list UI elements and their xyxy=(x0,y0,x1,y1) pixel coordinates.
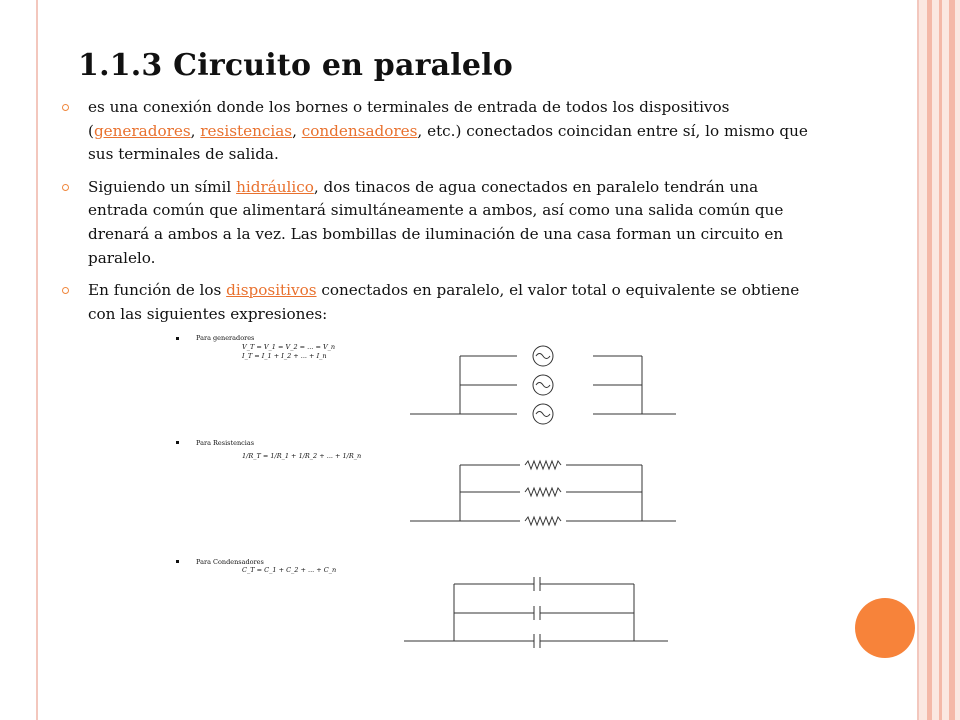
slide-frame-left xyxy=(36,0,38,720)
bullet-text: , xyxy=(190,121,201,140)
figure-bullet xyxy=(176,560,179,563)
generators-formula-current: I_T = I_1 + I_2 + ... + I_n xyxy=(242,352,327,360)
bullet-text: Siguiendo un símil xyxy=(88,177,237,196)
capacitors-parallel-circuit xyxy=(404,572,674,652)
resistors-label: Para Resistencias xyxy=(196,439,255,447)
bullet-list xyxy=(60,96,820,335)
link-condensadores[interactable]: condensadores xyxy=(301,121,418,140)
link-generadores[interactable]: generadores xyxy=(93,121,191,140)
bullet-item xyxy=(60,279,820,326)
bullet-item xyxy=(60,96,820,167)
generators-label: Para generadores xyxy=(196,334,255,342)
bullet-text: es una conexión donde los bornes o terminales de entrada de todos los dispositivos ( xyxy=(88,98,730,140)
link-dispositivos[interactable]: dispositivos xyxy=(226,281,317,300)
bullet-text: , dos tinacos de agua conectados en paralelo tendrán una entrada común que alimentará simultáneamente a ambos, así como una salida común que drenará a ambos a la vez. Las bombillas de iluminación de una casa forman un circuito en paralelo. xyxy=(88,177,784,267)
capacitors-label: Para Condensadores xyxy=(196,558,264,566)
page-title: 1.1.3 Circuito en paralelo xyxy=(78,48,513,83)
capacitors-formula: C_T = C_1 + C_2 + ... + C_n xyxy=(242,566,337,574)
figure-bullet xyxy=(176,337,179,340)
bullet-text: , etc.) conectados coincidan entre sí, lo mismo que sus terminales de salida. xyxy=(88,121,808,164)
bullet-text: En función de los xyxy=(88,281,227,300)
generators-formula-voltage: V_T = V_1 = V_2 = ... = V_n xyxy=(242,343,336,351)
figure-bullet xyxy=(176,441,179,444)
link-hidraulico[interactable]: hidráulico xyxy=(236,177,314,196)
bullet-item xyxy=(60,176,820,270)
generators-parallel-circuit xyxy=(410,340,680,420)
bullet-text: , xyxy=(292,121,302,140)
resistors-formula: 1/R_T = 1/R_1 + 1/R_2 + ... + 1/R_n xyxy=(242,452,362,460)
link-resistencias[interactable]: resistencias xyxy=(200,121,293,140)
decorative-stripes xyxy=(919,0,960,720)
resistors-parallel-circuit xyxy=(410,452,680,532)
bullet-text: conectados en paralelo, el valor total o equivalente se obtiene con las siguientes expresiones: xyxy=(88,281,800,323)
decorative-circle xyxy=(855,598,915,658)
